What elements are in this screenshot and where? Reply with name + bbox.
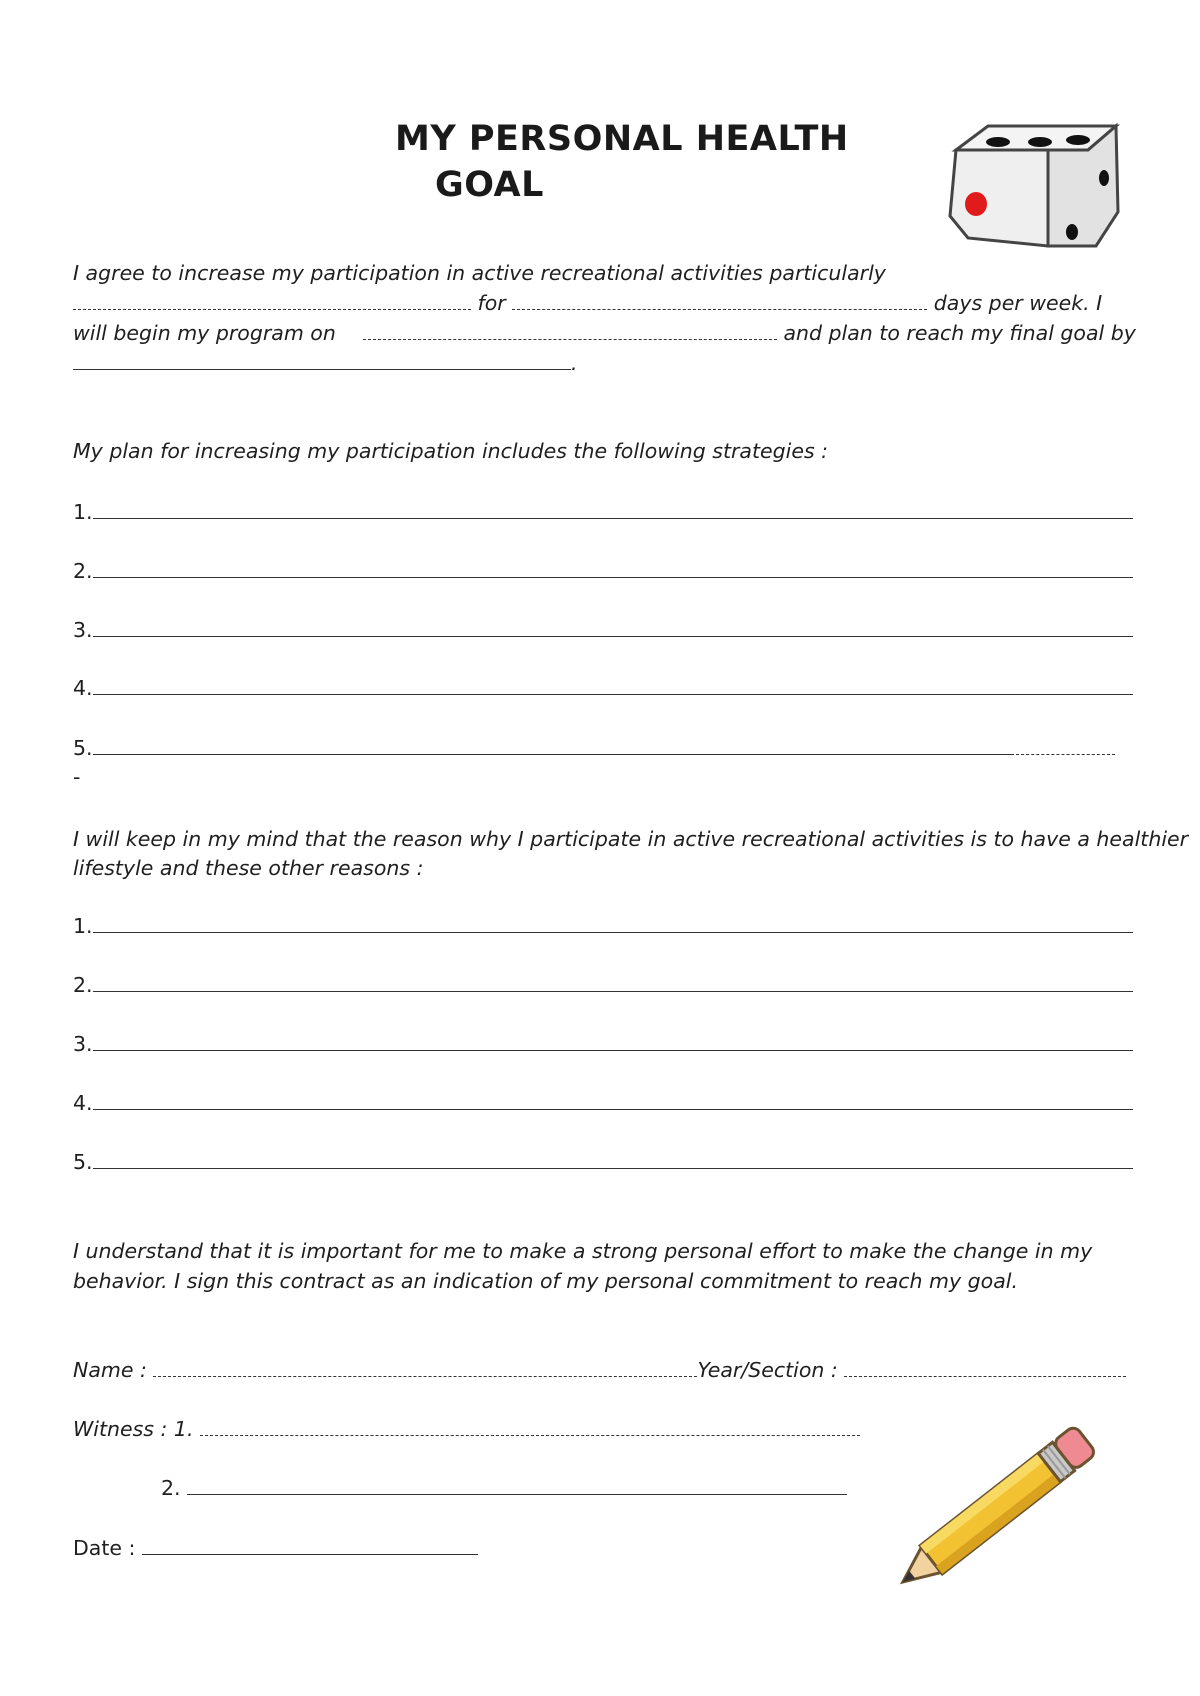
dice-pip bbox=[1028, 137, 1052, 147]
witness-row-2 bbox=[161, 1473, 847, 1503]
start-date-blank[interactable] bbox=[363, 321, 777, 340]
strategy-row-5 bbox=[73, 733, 1115, 763]
witness-2-input[interactable] bbox=[187, 1476, 847, 1495]
commitment-line-1: I understand that it is important for me to make a strong personal effort to make the change in my bbox=[73, 1239, 1093, 1263]
reason-row-4 bbox=[73, 1088, 1133, 1118]
dice-icon bbox=[928, 120, 1128, 252]
strategy-row-2 bbox=[73, 556, 1133, 586]
name-row bbox=[73, 1355, 1126, 1385]
dice-pip bbox=[1066, 135, 1090, 145]
reason-input-1[interactable] bbox=[93, 914, 1133, 933]
strategy-row-3 bbox=[73, 615, 1133, 645]
reason-row-5 bbox=[73, 1147, 1133, 1177]
intro-line-1: I agree to increase my participation in active recreational activities particularly bbox=[73, 261, 886, 285]
intro-line-2 bbox=[73, 288, 1102, 318]
days-label: days per week. I bbox=[933, 291, 1103, 315]
strategy-input-4[interactable] bbox=[93, 676, 1133, 695]
reasons-heading-line-1: I will keep in my mind that the reason why I participate in active recreational activities is to have a healthier bbox=[73, 827, 1189, 851]
goal-date-blank[interactable] bbox=[73, 351, 571, 370]
strategies-heading: My plan for increasing my participation includes the following strategies : bbox=[73, 439, 829, 463]
begin-label: will begin my program on bbox=[73, 321, 336, 345]
year-section-input[interactable] bbox=[844, 1358, 1126, 1377]
reasons-heading-line-2: lifestyle and these other reasons : bbox=[73, 856, 424, 880]
strategy-trailing-mark: - bbox=[73, 765, 81, 789]
dice-pip bbox=[1099, 170, 1109, 186]
days-blank[interactable] bbox=[512, 291, 927, 310]
date-row bbox=[73, 1533, 478, 1563]
dice-red-pip bbox=[965, 192, 987, 216]
witness-label: Witness : 1. bbox=[73, 1417, 194, 1441]
year-section-label: Year/Section : bbox=[697, 1358, 838, 1382]
reason-number-5: 5. bbox=[73, 1150, 93, 1174]
dice-pip bbox=[1066, 224, 1078, 240]
reason-input-3[interactable] bbox=[93, 1032, 1133, 1051]
intro-line-4 bbox=[73, 348, 578, 378]
name-label: Name : bbox=[73, 1358, 147, 1382]
reason-number-2: 2. bbox=[73, 973, 93, 997]
commitment-line-2: behavior. I sign this contract as an indication of my personal commitment to reach my goal. bbox=[73, 1269, 1018, 1293]
intro-period: . bbox=[571, 351, 578, 375]
strategy-number-1: 1. bbox=[73, 500, 93, 524]
strategy-number-3: 3. bbox=[73, 618, 93, 642]
strategy-input-3[interactable] bbox=[93, 618, 1133, 637]
witness-1-input[interactable] bbox=[200, 1417, 860, 1436]
strategy-input-1[interactable] bbox=[93, 500, 1133, 519]
reason-input-5[interactable] bbox=[93, 1150, 1133, 1169]
title-line-2: GOAL bbox=[435, 165, 544, 205]
strategy-number-2: 2. bbox=[73, 559, 93, 583]
reason-number-3: 3. bbox=[73, 1032, 93, 1056]
reason-input-2[interactable] bbox=[93, 973, 1133, 992]
strategy-input-2[interactable] bbox=[93, 559, 1133, 578]
reason-row-2 bbox=[73, 970, 1133, 1000]
strategy-number-4: 4. bbox=[73, 676, 93, 700]
strategy-input-5[interactable] bbox=[93, 736, 1011, 755]
reason-number-1: 1. bbox=[73, 914, 93, 938]
activity-blank[interactable] bbox=[73, 291, 471, 310]
dice-pip bbox=[986, 137, 1010, 147]
reason-input-4[interactable] bbox=[93, 1091, 1133, 1110]
strategy-row-1 bbox=[73, 497, 1133, 527]
reason-row-3 bbox=[73, 1029, 1133, 1059]
date-label: Date : bbox=[73, 1536, 136, 1560]
reason-number-4: 4. bbox=[73, 1091, 93, 1115]
strategy-number-5: 5. bbox=[73, 736, 93, 760]
pencil-icon bbox=[870, 1410, 1120, 1610]
reason-row-1 bbox=[73, 911, 1133, 941]
reach-label: and plan to reach my final goal by bbox=[783, 321, 1136, 345]
title-line-1: MY PERSONAL HEALTH bbox=[395, 119, 849, 159]
witness-2-label: 2. bbox=[161, 1476, 181, 1500]
date-input[interactable] bbox=[142, 1536, 478, 1555]
intro-line-3 bbox=[73, 318, 1136, 348]
strategy-input-5-dashed bbox=[1011, 736, 1115, 755]
for-label: for bbox=[477, 291, 506, 315]
name-input[interactable] bbox=[153, 1358, 697, 1377]
page-title bbox=[395, 116, 849, 208]
strategy-row-4 bbox=[73, 673, 1133, 703]
witness-row-1 bbox=[73, 1414, 860, 1444]
